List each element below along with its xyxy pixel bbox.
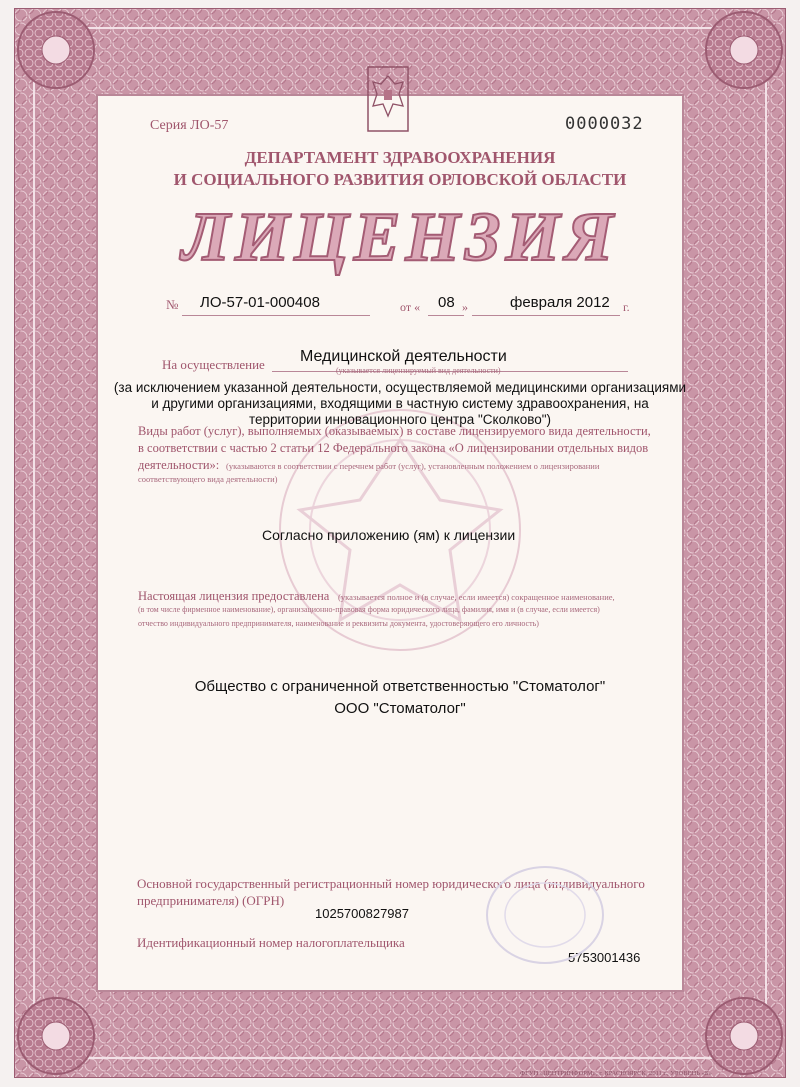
date-quote-close: » [462,300,468,314]
license-day: 08 [438,294,455,311]
exclusion-line-2: и другими организациями, входящими в частную систему здравоохранения, на [151,396,649,411]
number-label: № [166,297,179,312]
works-value: Согласно приложению (ям) к лицензии [262,527,516,543]
series-label: Серия ЛО-57 [150,118,229,133]
organization-full-name: Общество с ограниченной ответственностью "Стоматолог" [194,678,606,695]
department-line-2: И СОЦИАЛЬНОГО РАЗВИТИЯ ОРЛОВСКОЙ ОБЛАСТИ [173,170,627,189]
exclusion-line-1: (за исключением указанной деятельности, осуществляемой медицинскими организациями [113,380,687,395]
activity-hint: (указывается лицензируемый вид деятельности) [336,366,501,375]
activity-label: На осуществление [162,357,265,372]
stamp-imprint [480,860,610,970]
inn-label: Идентификационный номер налогоплательщика [137,935,405,950]
works-line-1: Виды работ (услуг), выполняемых (оказываемых) в составе лицензируемого вида деятельности, [138,424,651,438]
works-hint-1: (указываются в соответствии с перечнем работ (услуг), установленным положением о лицензировании [226,461,600,471]
year-suffix: г. [623,300,630,314]
printer-imprint: ФГУП «ЦЕНТРИНФОРМ», г. КРАСНОЯРСК, 2011 г., УРОВЕНЬ «Б» [520,1070,712,1077]
license-month-year: февраля 2012 [510,294,610,311]
ogrn-label-line-1: Основной государственный регистрационный номер юридического лица (индивидуального [137,876,645,891]
inn-value: 5753001436 [568,950,641,965]
activity-value: Медицинской деятельности [300,348,507,365]
exclusion-line-3: территории инновационного центра "Сколково") [248,412,552,427]
license-number: ЛО-57-01-000408 [200,294,320,311]
granted-hint-2: (в том числе фирменное наименование), организационно-правовая форма юридического лица, фамилия, имя и (в случае, если имеется) [138,605,600,614]
department-line-1: ДЕПАРТАМЕНТ ЗДРАВООХРАНЕНИЯ [244,148,556,167]
date-from-label: от « [400,300,421,314]
granted-hint-1: (указывается полное и (в случае, если имеется) сокращенное наименование, [338,592,615,602]
works-line-3: деятельности»: [138,458,220,472]
granted-hint-3: отчество индивидуального предпринимателя, наименование и реквизиты документа, удостоверяющего его личность) [138,619,539,628]
granted-label: Настоящая лицензия предоставлена [138,589,330,603]
ogrn-label-line-2: предпринимателя) (ОГРН) [137,893,285,908]
works-hint-2: соответствующего вида деятельности) [138,474,278,484]
document-title: ЛИЦЕНЗИЯ [181,199,619,276]
organization-short-name: ООО "Стоматолог" [334,700,466,717]
ogrn-value: 1025700827987 [315,906,409,921]
works-line-2: в соответствии с частью 2 статьи 12 Федерального закона «О лицензировании отдельных видов [138,441,649,455]
blank-number: 0000032 [565,114,644,134]
coat-of-arms-icon [367,66,409,132]
